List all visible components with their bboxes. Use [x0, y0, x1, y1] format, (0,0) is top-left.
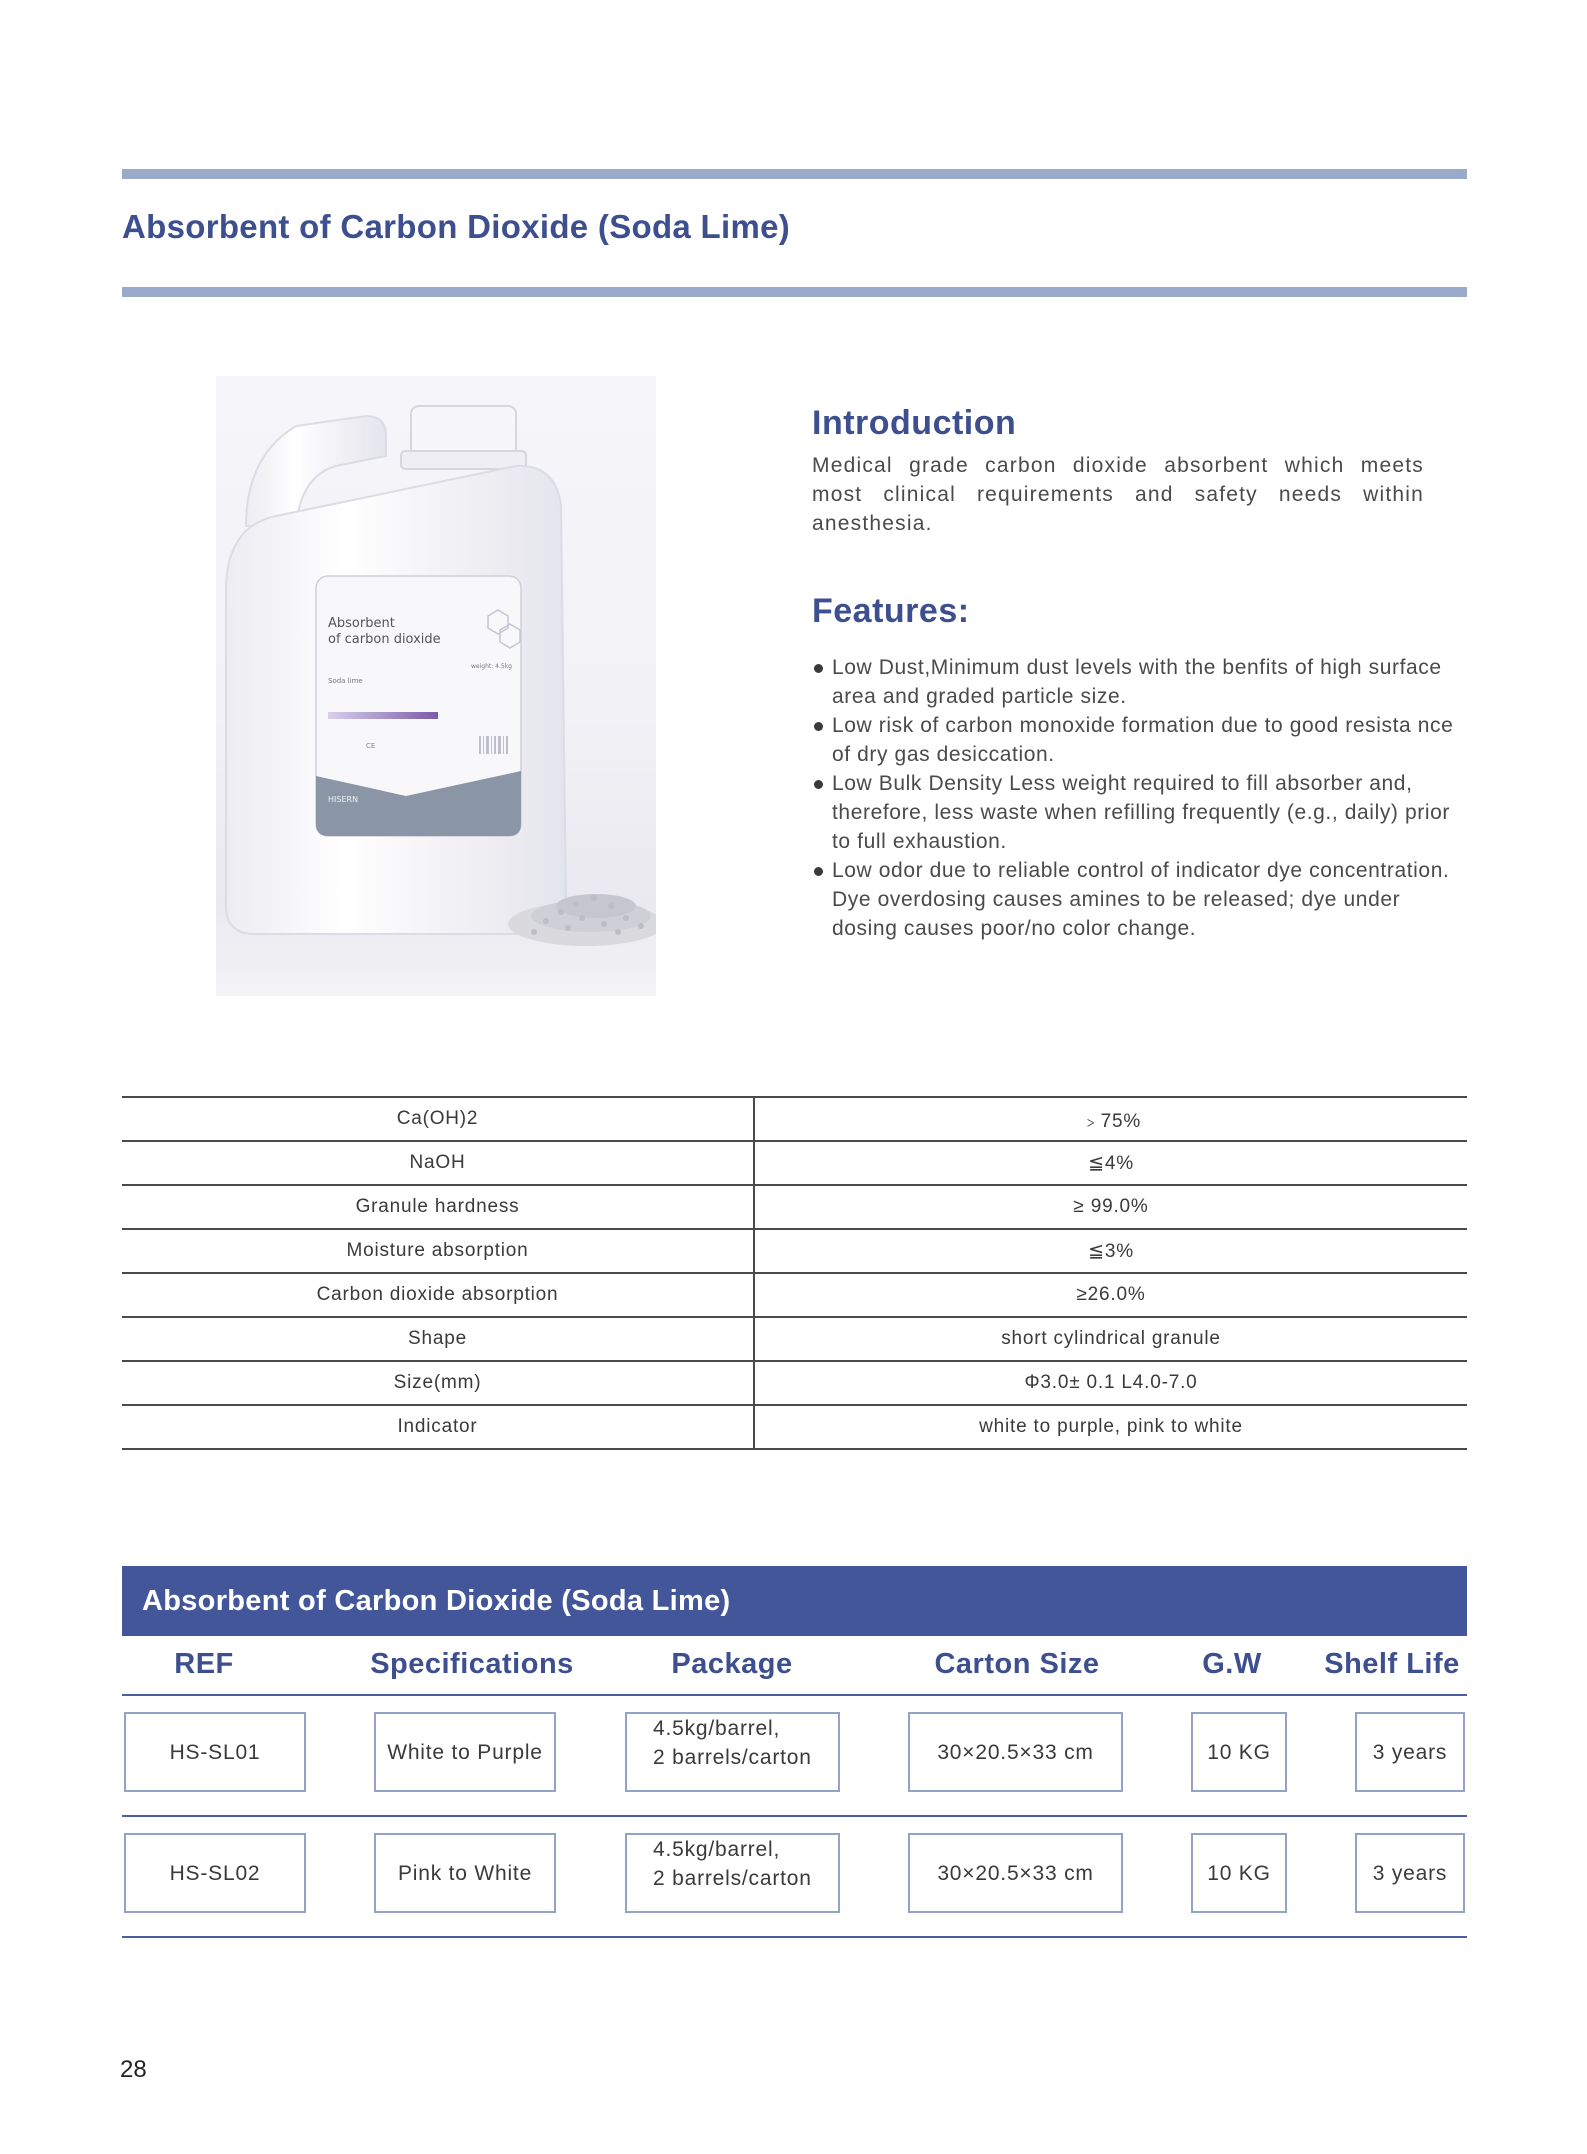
introduction-title: Introduction [812, 404, 1017, 442]
table-bottom-rule [122, 1936, 1467, 1938]
label-title-line1: Absorbent [328, 616, 395, 631]
package-line: 2 barrels/carton [653, 1746, 812, 1769]
label-weight: weight: 4.5kg [471, 663, 512, 670]
feature-item: Low Dust,Minimum dust levels with the benfits of high surface area and graded particle size. [812, 653, 1472, 711]
value-cell: ≦3% [1088, 1240, 1134, 1262]
top-rule [122, 169, 1467, 179]
value-cell: ≦4% [1088, 1152, 1134, 1174]
page-title: Absorbent of Carbon Dioxide (Soda Lime) [122, 208, 791, 245]
features-title: Features: [812, 592, 970, 630]
header-shelf-life: Shelf Life [1324, 1648, 1460, 1680]
value-cell: ≥26.0% [1076, 1284, 1146, 1305]
property-cell: Granule hardness [122, 1186, 755, 1228]
product-photo [216, 376, 656, 996]
value-cell: ﹥75% [1080, 1110, 1142, 1132]
value-cell: short cylindrical granule [1001, 1328, 1221, 1349]
cell-ref: HS-SL02 [124, 1833, 306, 1913]
cell-package [625, 1833, 840, 1913]
page-number: 28 [120, 2056, 147, 2083]
cell-gw: 10 KG [1191, 1712, 1287, 1792]
package-line: 2 barrels/carton [653, 1867, 812, 1890]
cell-carton-size: 30×20.5×33 cm [908, 1833, 1123, 1913]
table-row [122, 1230, 1467, 1274]
cell-package [625, 1712, 840, 1792]
table-row [122, 1274, 1467, 1318]
header-underline [122, 1694, 1467, 1696]
value-cell: white to purple, pink to white [979, 1416, 1243, 1437]
value-cell: ≥ 99.0% [1073, 1196, 1149, 1217]
order-table-header [122, 1636, 1467, 1696]
order-table-banner [122, 1566, 1467, 1636]
header-ref: REF [174, 1648, 234, 1680]
cell-shelf-life: 3 years [1355, 1833, 1465, 1913]
order-table-title: Absorbent of Carbon Dioxide (Soda Lime) [142, 1584, 731, 1617]
features-section [812, 592, 1472, 943]
property-cell: Indicator [122, 1406, 755, 1448]
property-cell: NaOH [122, 1142, 755, 1184]
cell-gw: 10 KG [1191, 1833, 1287, 1913]
label-subtitle: Soda lime [328, 677, 363, 685]
label-ce-mark: CE [366, 742, 376, 750]
label-brand: HISERN [328, 795, 359, 804]
property-cell: Carbon dioxide absorption [122, 1274, 755, 1316]
introduction-section [812, 404, 1424, 538]
property-cell: Shape [122, 1318, 755, 1360]
value-cell: Φ3.0± 0.1 L4.0-7.0 [1024, 1372, 1198, 1393]
table-row [122, 1098, 1467, 1142]
feature-item: Low Bulk Density Less weight required to fill absorber and, therefore, less waste when refilling frequently (e.g., daily) prior to full exhaustion. [812, 769, 1472, 856]
features-list [812, 653, 1472, 943]
table-row [122, 1318, 1467, 1362]
table-row [122, 1142, 1467, 1186]
row-divider [122, 1815, 1467, 1817]
title-underline-rule [122, 287, 1467, 297]
cell-carton-size: 30×20.5×33 cm [908, 1712, 1123, 1792]
property-cell: Moisture absorption [122, 1230, 755, 1272]
cell-ref: HS-SL01 [124, 1712, 306, 1792]
package-line: 4.5kg/barrel, [653, 1717, 781, 1740]
property-cell: Size(mm) [122, 1362, 755, 1404]
composition-table [122, 1096, 1467, 1450]
cell-shelf-life: 3 years [1355, 1712, 1465, 1792]
feature-item: Low odor due to reliable control of indicator dye concentration. Dye overdosing causes amines to be released; dye under dosing causes poor/no color change. [812, 856, 1472, 943]
cell-specifications: White to Purple [374, 1712, 556, 1792]
table-row [122, 1362, 1467, 1406]
cell-specifications: Pink to White [374, 1833, 556, 1913]
label-title-line2: of carbon dioxide [328, 632, 441, 647]
feature-item: Low risk of carbon monoxide formation due to good resista nce of dry gas desiccation. [812, 711, 1472, 769]
header-specifications: Specifications [370, 1648, 574, 1680]
header-package: Package [671, 1648, 793, 1680]
table-row [122, 1406, 1467, 1450]
header-carton-size: Carton Size [934, 1648, 1100, 1680]
introduction-text: Medical grade carbon dioxide absorbent which meets most clinical requirements and safety needs within anesthesia. [812, 454, 1424, 535]
property-cell: Ca(OH)2 [122, 1098, 755, 1140]
package-line: 4.5kg/barrel, [653, 1838, 781, 1861]
table-row [122, 1186, 1467, 1230]
header-gw: G.W [1202, 1648, 1262, 1680]
